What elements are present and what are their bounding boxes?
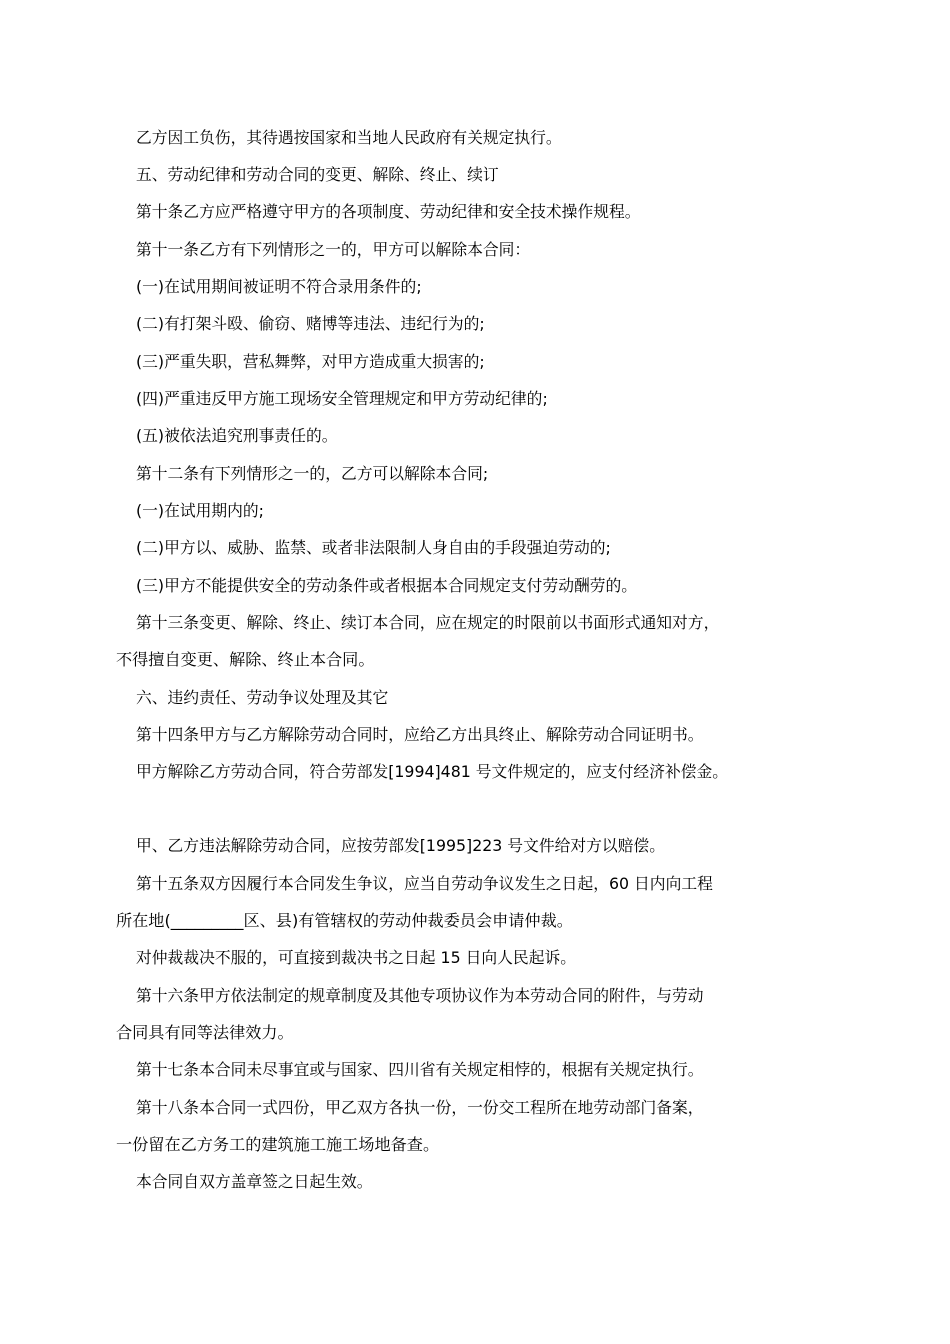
article-15-appeal: 对仲裁裁决不服的，可直接到裁决书之日起 15 日向人民起诉。 (136, 948, 576, 967)
article-18-line-1: 第十八条本合同一式四份，甲乙双方各执一份，一份交工程所在地劳动部门备案， (136, 1098, 704, 1117)
section-heading-6: 六、违约责任、劳动争议处理及其它 (136, 688, 389, 707)
article-16-line-2: 合同具有同等法律效力。 (116, 1023, 294, 1042)
article-12: 第十二条有下列情形之一的，乙方可以解除本合同; (136, 464, 489, 483)
article-12-item-2: (二)甲方以、威胁、监禁、或者非法限制人身自由的手段强迫劳动的; (136, 538, 611, 557)
article-11-item-4: (四)严重违反甲方施工现场安全管理规定和甲方劳动纪律的; (136, 389, 548, 408)
article-14-compensation: 甲方解除乙方劳动合同，符合劳部发[1994]481 号文件规定的，应支付经济补偿金。 (136, 762, 729, 781)
article-13-line-2: 不得擅自变更、解除、终止本合同。 (116, 650, 375, 669)
article-14-illegal-termination: 甲、乙方违法解除劳动合同，应按劳部发[1995]223 号文件给对方以赔偿。 (136, 836, 665, 855)
article-14: 第十四条甲方与乙方解除劳动合同时，应给乙方出具终止、解除劳动合同证明书。 (136, 725, 704, 744)
article-11-item-2: (二)有打架斗殴、偷窃、赌博等违法、违纪行为的; (136, 314, 485, 333)
article-11-item-1: (一)在试用期间被证明不符合录用条件的; (136, 277, 422, 296)
article-12-item-3: (三)甲方不能提供安全的劳动条件或者根据本合同规定支付劳动酬劳的。 (136, 576, 638, 595)
article-17: 第十七条本合同未尽事宜或与国家、四川省有关规定相悖的，根据有关规定执行。 (136, 1060, 704, 1079)
effective-clause: 本合同自双方盖章签之日起生效。 (136, 1172, 373, 1191)
article-13-line-1: 第十三条变更、解除、终止、续订本合同，应在规定的时限前以书面形式通知对方， (136, 613, 720, 632)
section-heading-5: 五、劳动纪律和劳动合同的变更、解除、终止、续订 (136, 165, 499, 184)
article-11-item-3: (三)严重失职，营私舞弊，对甲方造成重大损害的; (136, 352, 485, 371)
article-11: 第十一条乙方有下列情形之一的，甲方可以解除本合同： (136, 240, 531, 259)
article-16-line-1: 第十六条甲方依法制定的规章制度及其他专项协议作为本劳动合同的附件，与劳动 (136, 986, 704, 1005)
article-10: 第十条乙方应严格遵守甲方的各项制度、劳动纪律和安全技术操作规程。 (136, 202, 641, 221)
article-18-line-2: 一份留在乙方务工的建筑施工施工场地备查。 (116, 1135, 440, 1154)
article-12-item-1: (一)在试用期内的; (136, 501, 264, 520)
paragraph-injury-treatment: 乙方因工负伤，其待遇按国家和当地人民政府有关规定执行。 (136, 128, 562, 147)
article-15-line-2: 所在地(_________区、县)有管辖权的劳动仲裁委员会申请仲裁。 (116, 911, 573, 930)
article-15-line-1: 第十五条双方因履行本合同发生争议，应当自劳动争议发生之日起，60 日内向工程 (136, 874, 713, 893)
article-11-item-5: (五)被依法追究刑事责任的。 (136, 426, 338, 445)
